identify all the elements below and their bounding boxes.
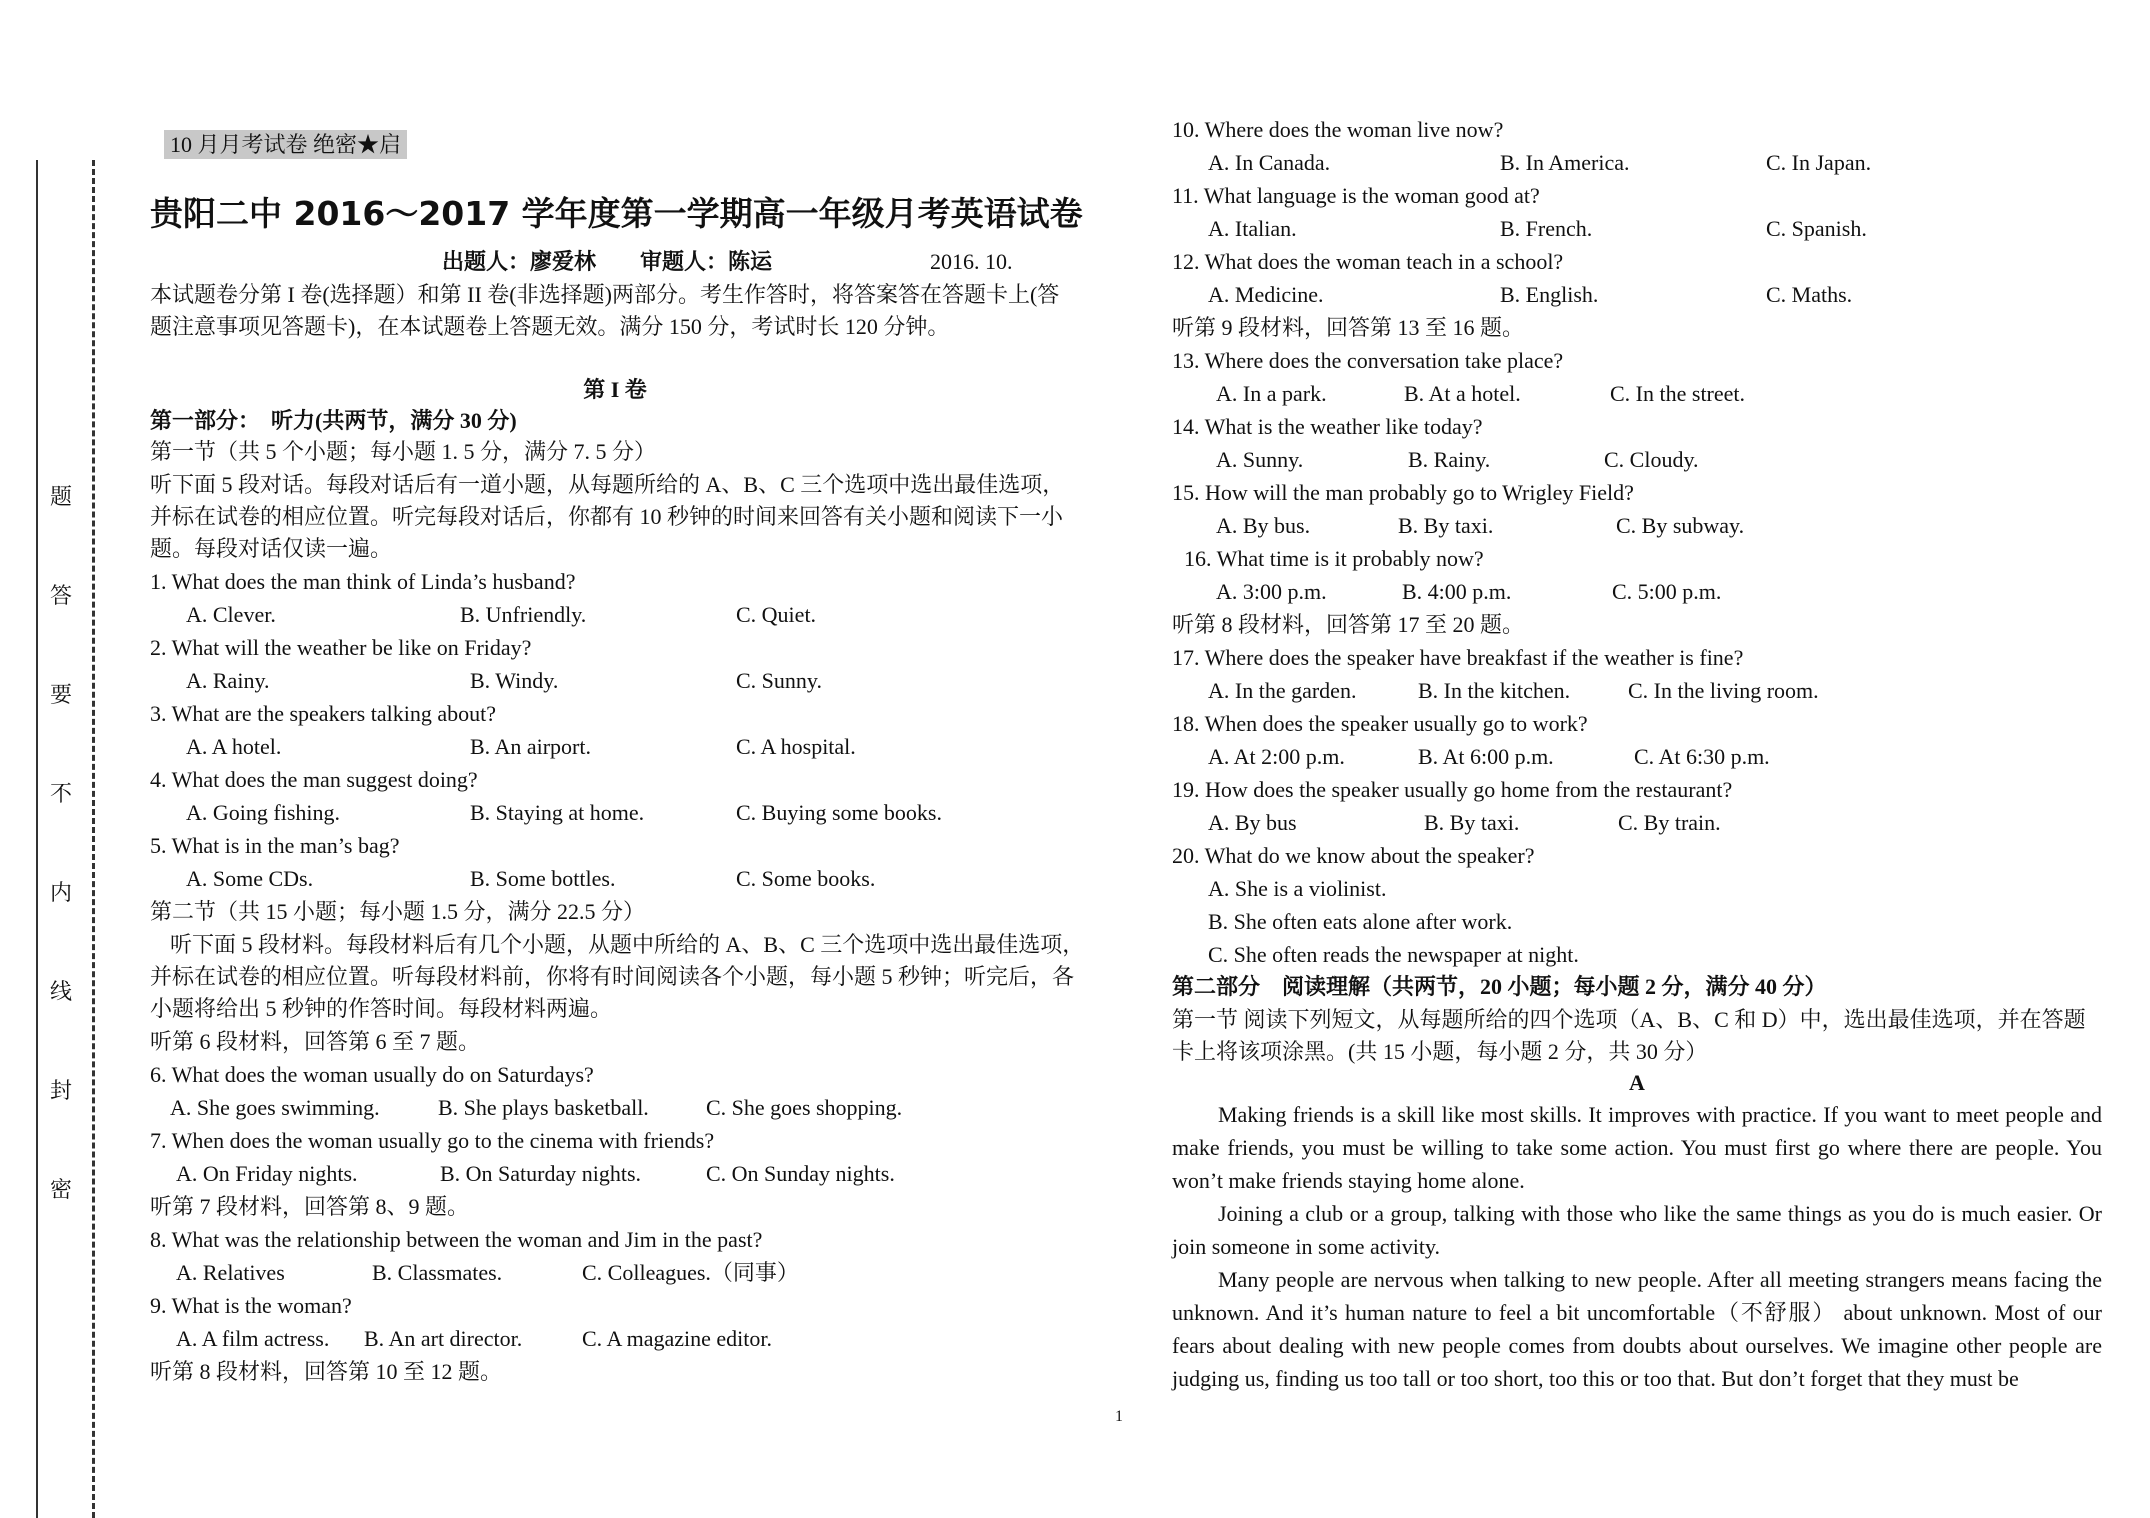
exam-date: 2016. 10.	[930, 249, 1013, 274]
part2-heading: 第二部分 阅读理解（共两节，20 小题；每小题 2 分，满分 40 分）	[1172, 974, 1827, 999]
option-c[interactable]: C. She often reads the newspaper at night.	[1208, 942, 1579, 967]
option-b[interactable]: B. She often eats alone after work.	[1208, 909, 1513, 934]
option-c[interactable]: C. A magazine editor.	[582, 1326, 773, 1351]
option-b[interactable]: B. Some bottles.	[470, 866, 616, 891]
option-c[interactable]: C. Quiet.	[736, 602, 817, 627]
directions-line: 卡上将该项涂黑。(共 15 小题，每小题 2 分，共 30 分）	[1172, 1039, 1708, 1064]
option-b[interactable]: B. By taxi.	[1398, 513, 1494, 538]
question-text: 4. What does the man suggest doing?	[150, 767, 478, 792]
option-a[interactable]: A. In the garden.	[1208, 678, 1357, 703]
material-heading: 听第 7 段材料，回答第 8、9 题。	[150, 1194, 470, 1219]
option-c[interactable]: C. Buying some books.	[736, 800, 942, 825]
option-a[interactable]: A. 3:00 p.m.	[1216, 579, 1327, 604]
option-c[interactable]: C. By subway.	[1616, 513, 1745, 538]
option-b[interactable]: B. French.	[1500, 216, 1593, 241]
directions-line: 听下面 5 段对话。每段对话后有一道小题，从每题所给的 A、B、C 三个选项中选出最佳选项，	[150, 472, 1065, 497]
option-c[interactable]: C. Some books.	[736, 866, 876, 891]
directions-line: 并标在试卷的相应位置。听每段材料前，你将有时间阅读各个小题，每小题 5 秒钟；听完后，各	[150, 964, 1075, 989]
option-b[interactable]: B. 4:00 p.m.	[1402, 579, 1512, 604]
seal-char: 要	[49, 682, 72, 707]
option-c[interactable]: C. Sunny.	[736, 668, 822, 693]
question-text: 6. What does the woman usually do on Saturdays?	[150, 1062, 594, 1087]
option-a[interactable]: A. Medicine.	[1208, 282, 1324, 307]
seal-char: 不	[49, 781, 72, 806]
question-text: 16. What time is it probably now?	[1184, 546, 1484, 571]
option-c[interactable]: C. On Sunday nights.	[706, 1161, 895, 1186]
exam-badge: 10 月月考试卷 绝密★启	[164, 130, 407, 159]
question-text: 20. What do we know about the speaker?	[1172, 843, 1535, 868]
option-c[interactable]: C. She goes shopping.	[706, 1095, 903, 1120]
material-heading: 听第 8 段材料，回答第 10 至 12 题。	[150, 1359, 503, 1384]
seal-char: 内	[49, 880, 72, 905]
option-a[interactable]: A. Relatives	[176, 1260, 285, 1285]
option-a[interactable]: A. In Canada.	[1208, 150, 1331, 175]
option-a[interactable]: A. By bus	[1208, 810, 1297, 835]
option-a[interactable]: A. She is a violinist.	[1208, 876, 1387, 901]
option-c[interactable]: C. Cloudy.	[1604, 447, 1699, 472]
material-heading: 听第 8 段材料，回答第 17 至 20 题。	[1172, 612, 1525, 637]
option-c[interactable]: C. A hospital.	[736, 734, 856, 759]
option-b[interactable]: B. In America.	[1500, 150, 1630, 175]
question-text: 11. What language is the woman good at?	[1172, 183, 1540, 208]
option-c[interactable]: C. In the living room.	[1628, 678, 1819, 703]
option-b[interactable]: B. Classmates.	[372, 1260, 503, 1285]
option-b[interactable]: B. At a hotel.	[1404, 381, 1521, 406]
volume-title: 第 I 卷	[583, 377, 647, 402]
question-text: 10. Where does the woman live now?	[1172, 117, 1504, 142]
option-a[interactable]: A. In a park.	[1216, 381, 1327, 406]
question-text: 9. What is the woman?	[150, 1293, 352, 1318]
option-b[interactable]: B. English.	[1500, 282, 1599, 307]
option-c[interactable]: C. In Japan.	[1766, 150, 1872, 175]
option-b[interactable]: B. By taxi.	[1424, 810, 1520, 835]
exam-title: 贵阳二中 2016～2017 学年度第一学期高一年级月考英语试卷	[150, 194, 1083, 233]
intro-line: 本试题卷分第 I 卷(选择题）和第 II 卷(非选择题)两部分。考生作答时，将答案答在答题卡上(答	[150, 282, 1060, 307]
section-heading: 第一节（共 5 个小题；每小题 1. 5 分，满分 7. 5 分）	[150, 439, 657, 464]
question-text: 18. When does the speaker usually go to work?	[1172, 711, 1588, 736]
seal-char: 密	[49, 1177, 72, 1202]
question-text: 13. Where does the conversation take place?	[1172, 348, 1564, 373]
question-text: 17. Where does the speaker have breakfast if the weather is fine?	[1172, 645, 1744, 670]
passage-paragraph: Joining a club or a group, talking with those who like the same things as you do is much easier. Or join someone in some activity.	[1172, 1201, 2102, 1259]
option-a[interactable]: A. Italian.	[1208, 216, 1297, 241]
binding-dashed-line	[92, 160, 95, 1518]
binding-solid-line	[36, 160, 38, 1518]
option-b[interactable]: B. In the kitchen.	[1418, 678, 1571, 703]
option-a[interactable]: A. Some CDs.	[186, 866, 314, 891]
seal-char: 答	[49, 583, 72, 608]
option-c[interactable]: C. By train.	[1618, 810, 1721, 835]
question-text: 1. What does the man think of Linda’s husband?	[150, 569, 576, 594]
option-b[interactable]: B. Windy.	[470, 668, 559, 693]
question-text: 5. What is in the man’s bag?	[150, 833, 400, 858]
option-a[interactable]: A. Sunny.	[1216, 447, 1304, 472]
section-heading: 第二节（共 15 小题；每小题 1.5 分，满分 22.5 分）	[150, 899, 646, 924]
exam-authors: 出题人：廖爱林 审题人：陈运	[442, 249, 773, 274]
option-a[interactable]: A. At 2:00 p.m.	[1208, 744, 1345, 769]
option-b[interactable]: B. She plays basketball.	[438, 1095, 649, 1120]
option-a[interactable]: A. Going fishing.	[186, 800, 340, 825]
directions-line: 并标在试卷的相应位置。听完每段对话后，你都有 10 秒钟的时间来回答有关小题和阅读下一小	[150, 504, 1064, 529]
option-c[interactable]: C. At 6:30 p.m.	[1634, 744, 1770, 769]
option-a[interactable]: A. She goes swimming.	[170, 1095, 380, 1120]
option-c[interactable]: C. Spanish.	[1766, 216, 1867, 241]
intro-line: 题注意事项见答题卡)，在本试题卷上答题无效。满分 150 分，考试时长 120 分钟。	[150, 314, 950, 339]
question-text: 2. What will the weather be like on Friday?	[150, 635, 532, 660]
option-a[interactable]: A. A hotel.	[186, 734, 282, 759]
option-c[interactable]: C. In the street.	[1610, 381, 1746, 406]
option-b[interactable]: B. An art director.	[364, 1326, 523, 1351]
question-text: 14. What is the weather like today?	[1172, 414, 1483, 439]
question-text: 19. How does the speaker usually go home from the restaurant?	[1172, 777, 1733, 802]
directions-line: 小题将给出 5 秒钟的作答时间。每段材料两遍。	[150, 996, 613, 1021]
option-b[interactable]: B. At 6:00 p.m.	[1418, 744, 1554, 769]
option-a[interactable]: A. A film actress.	[176, 1326, 330, 1351]
seal-char: 题	[49, 484, 72, 509]
option-a[interactable]: A. By bus.	[1216, 513, 1311, 538]
question-text: 3. What are the speakers talking about?	[150, 701, 496, 726]
question-text: 12. What does the woman teach in a school?	[1172, 249, 1564, 274]
passage-label: A	[1629, 1070, 1645, 1095]
seal-char: 线	[49, 979, 72, 1004]
option-b[interactable]: B. Unfriendly.	[460, 602, 587, 627]
part1-heading: 第一部分： 听力(共两节，满分 30 分)	[150, 408, 517, 433]
question-text: 15. How will the man probably go to Wrigley Field?	[1172, 480, 1634, 505]
page-number: 1	[1115, 1408, 1123, 1425]
option-c[interactable]: C. Colleagues.（同事）	[582, 1260, 799, 1285]
directions-line: 题。每段对话仅读一遍。	[150, 536, 393, 561]
directions-line: 第一节 阅读下列短文，从每题所给的四个选项（A、B、C 和 D）中，选出最佳选项，并在答题	[1172, 1007, 2086, 1032]
option-a[interactable]: A. Clever.	[186, 602, 276, 627]
material-heading: 听第 9 段材料，回答第 13 至 16 题。	[1172, 315, 1525, 340]
option-b[interactable]: B. Rainy.	[1408, 447, 1491, 472]
question-text: 8. What was the relationship between the woman and Jim in the past?	[150, 1227, 763, 1252]
passage-paragraph: Many people are nervous when talking to new people. After all meeting strangers means facing the unknown. And it’s human nature to feel a bit uncomfortable（不舒服） about unknown. Most of our fears about dealing with new people comes from doubts about ourselves. We imagine other people are judging us, finding us too tall or too short, too this or too that. But don’t forget that they must be	[1172, 1267, 2102, 1391]
passage-paragraph: Making friends is a skill like most skills. It improves with practice. If you want to meet people and make friends, you must be willing to take some action. You must first go where there are people. You won’t make friends staying home alone.	[1172, 1102, 2102, 1193]
option-b[interactable]: B. Staying at home.	[470, 800, 645, 825]
binding-seal-text	[46, 480, 76, 1272]
option-c[interactable]: C. 5:00 p.m.	[1612, 579, 1722, 604]
option-b[interactable]: B. On Saturday nights.	[440, 1161, 642, 1186]
directions-line: 听下面 5 段材料。每段材料后有几个小题，从题中所给的 A、B、C 三个选项中选出最佳选项，	[170, 932, 1085, 957]
option-b[interactable]: B. An airport.	[470, 734, 591, 759]
option-a[interactable]: A. Rainy.	[186, 668, 270, 693]
question-text: 7. When does the woman usually go to the cinema with friends?	[150, 1128, 715, 1153]
material-heading: 听第 6 段材料，回答第 6 至 7 题。	[150, 1029, 481, 1054]
option-c[interactable]: C. Maths.	[1766, 282, 1853, 307]
seal-char: 封	[49, 1078, 72, 1103]
option-a[interactable]: A. On Friday nights.	[176, 1161, 358, 1186]
